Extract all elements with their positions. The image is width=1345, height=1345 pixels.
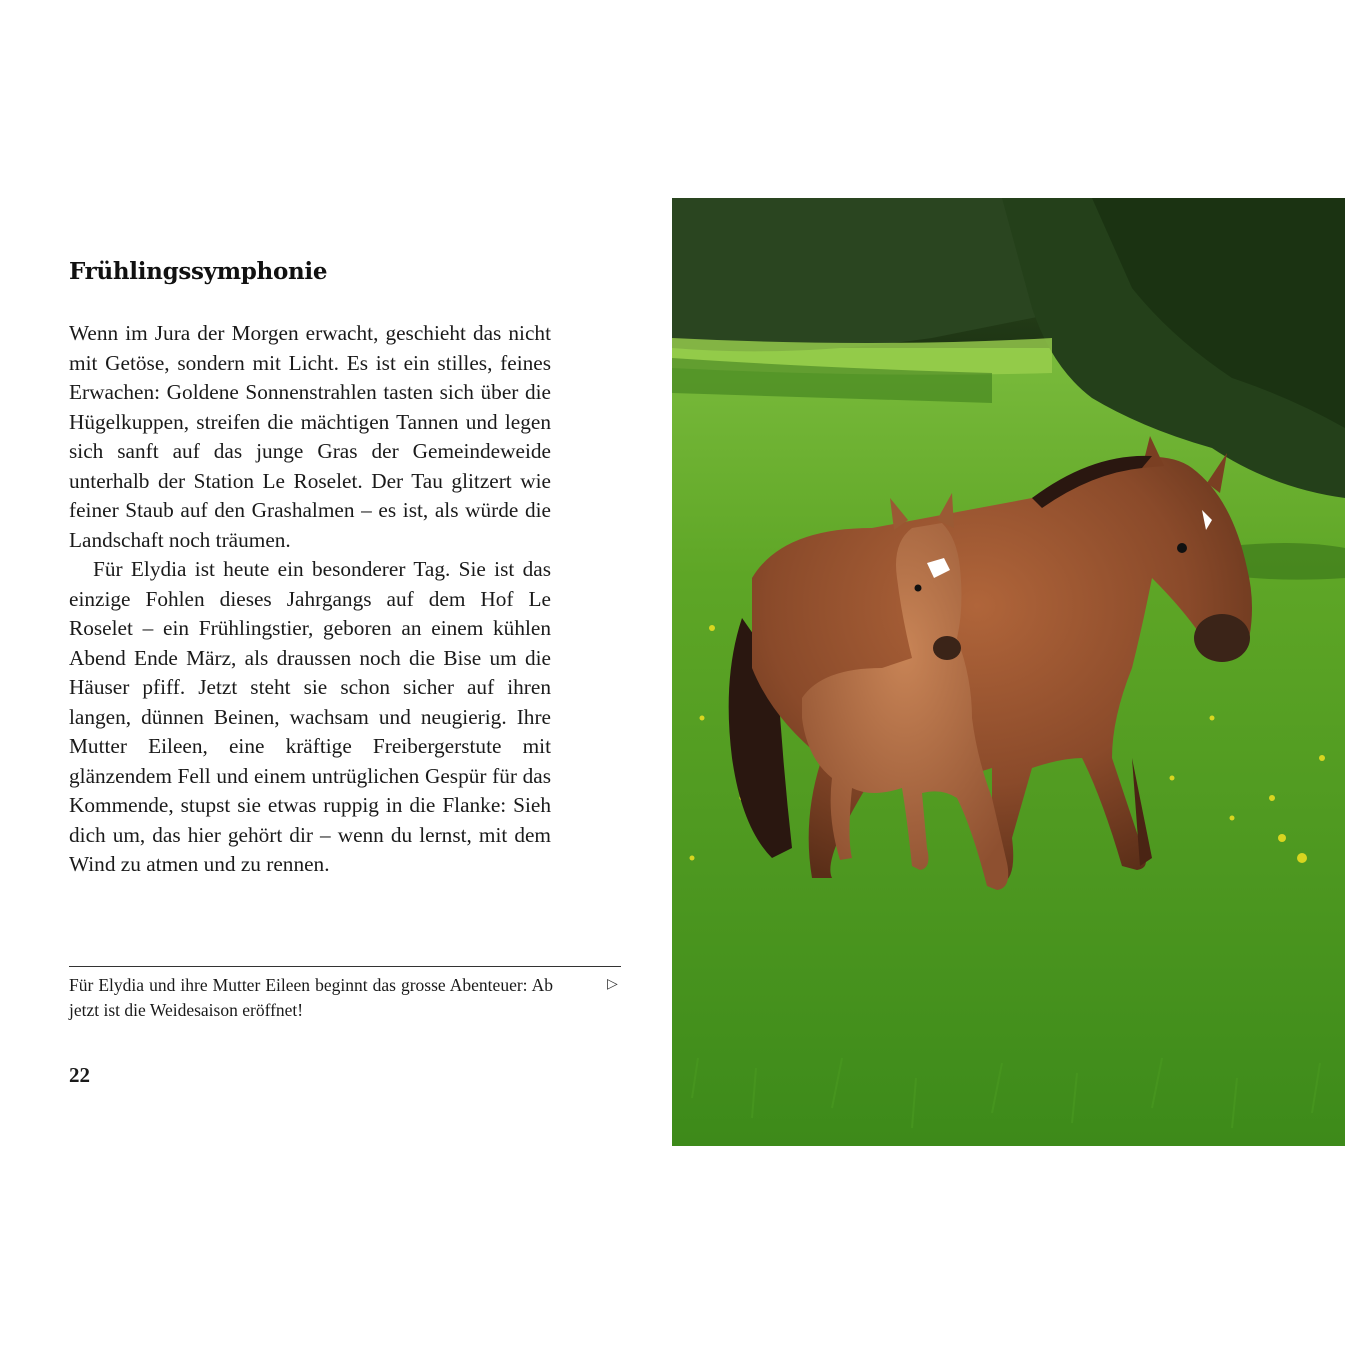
article-title: Frühlingssymphonie <box>69 258 328 285</box>
horse-photo <box>672 198 1345 1146</box>
page-number: 22 <box>69 1063 90 1087</box>
text-column <box>69 255 551 880</box>
article-paragraph-2: Für Elydia ist heute ein besonderer Tag. Sie ist das einzige Fohlen dieses Jahrgangs auf dem Hof Le Roselet – ein Frühlingstier, geboren an einem kühlen Abend Ende März, als draussen noch die Bise um die Häuser pfiff. Jetzt steht sie schon sicher auf ihren langen, dünnen Beinen, wachsam und neugierig. Ihre Mutter Eileen, eine kräftige Freibergerstute mit glänzendem Fell und einem untrüglichen Gespür für das Kommende, stupst sie etwas ruppig in die Flanke: Sieh dich um, das hier gehört dir – wenn du lernst, mit dem Wind zu atmen und zu rennen. <box>69 557 551 876</box>
article-paragraph-1: Wenn im Jura der Morgen erwacht, geschieht das nicht mit Getöse, sondern mit Licht. Es ist ein stilles, feines Erwachen: Goldene Sonnenstrahlen tasten sich über die Hügelkuppen, streifen die mächtigen Tannen und legen sich sanft auf das junge Gras der Gemeindeweide unterhalb der Station Le Roselet. Der Tau glitzert wie feiner Staub auf den Grashalmen – es ist, als würde die Landschaft noch träumen. <box>69 321 551 552</box>
caption-arrow-icon: ▷ <box>607 976 618 992</box>
caption-divider <box>69 966 621 967</box>
photo-caption: Für Elydia und ihre Mutter Eileen beginnt das grosse Abenteuer: Ab jetzt ist die Weidesaison eröffnet! <box>69 975 553 1020</box>
